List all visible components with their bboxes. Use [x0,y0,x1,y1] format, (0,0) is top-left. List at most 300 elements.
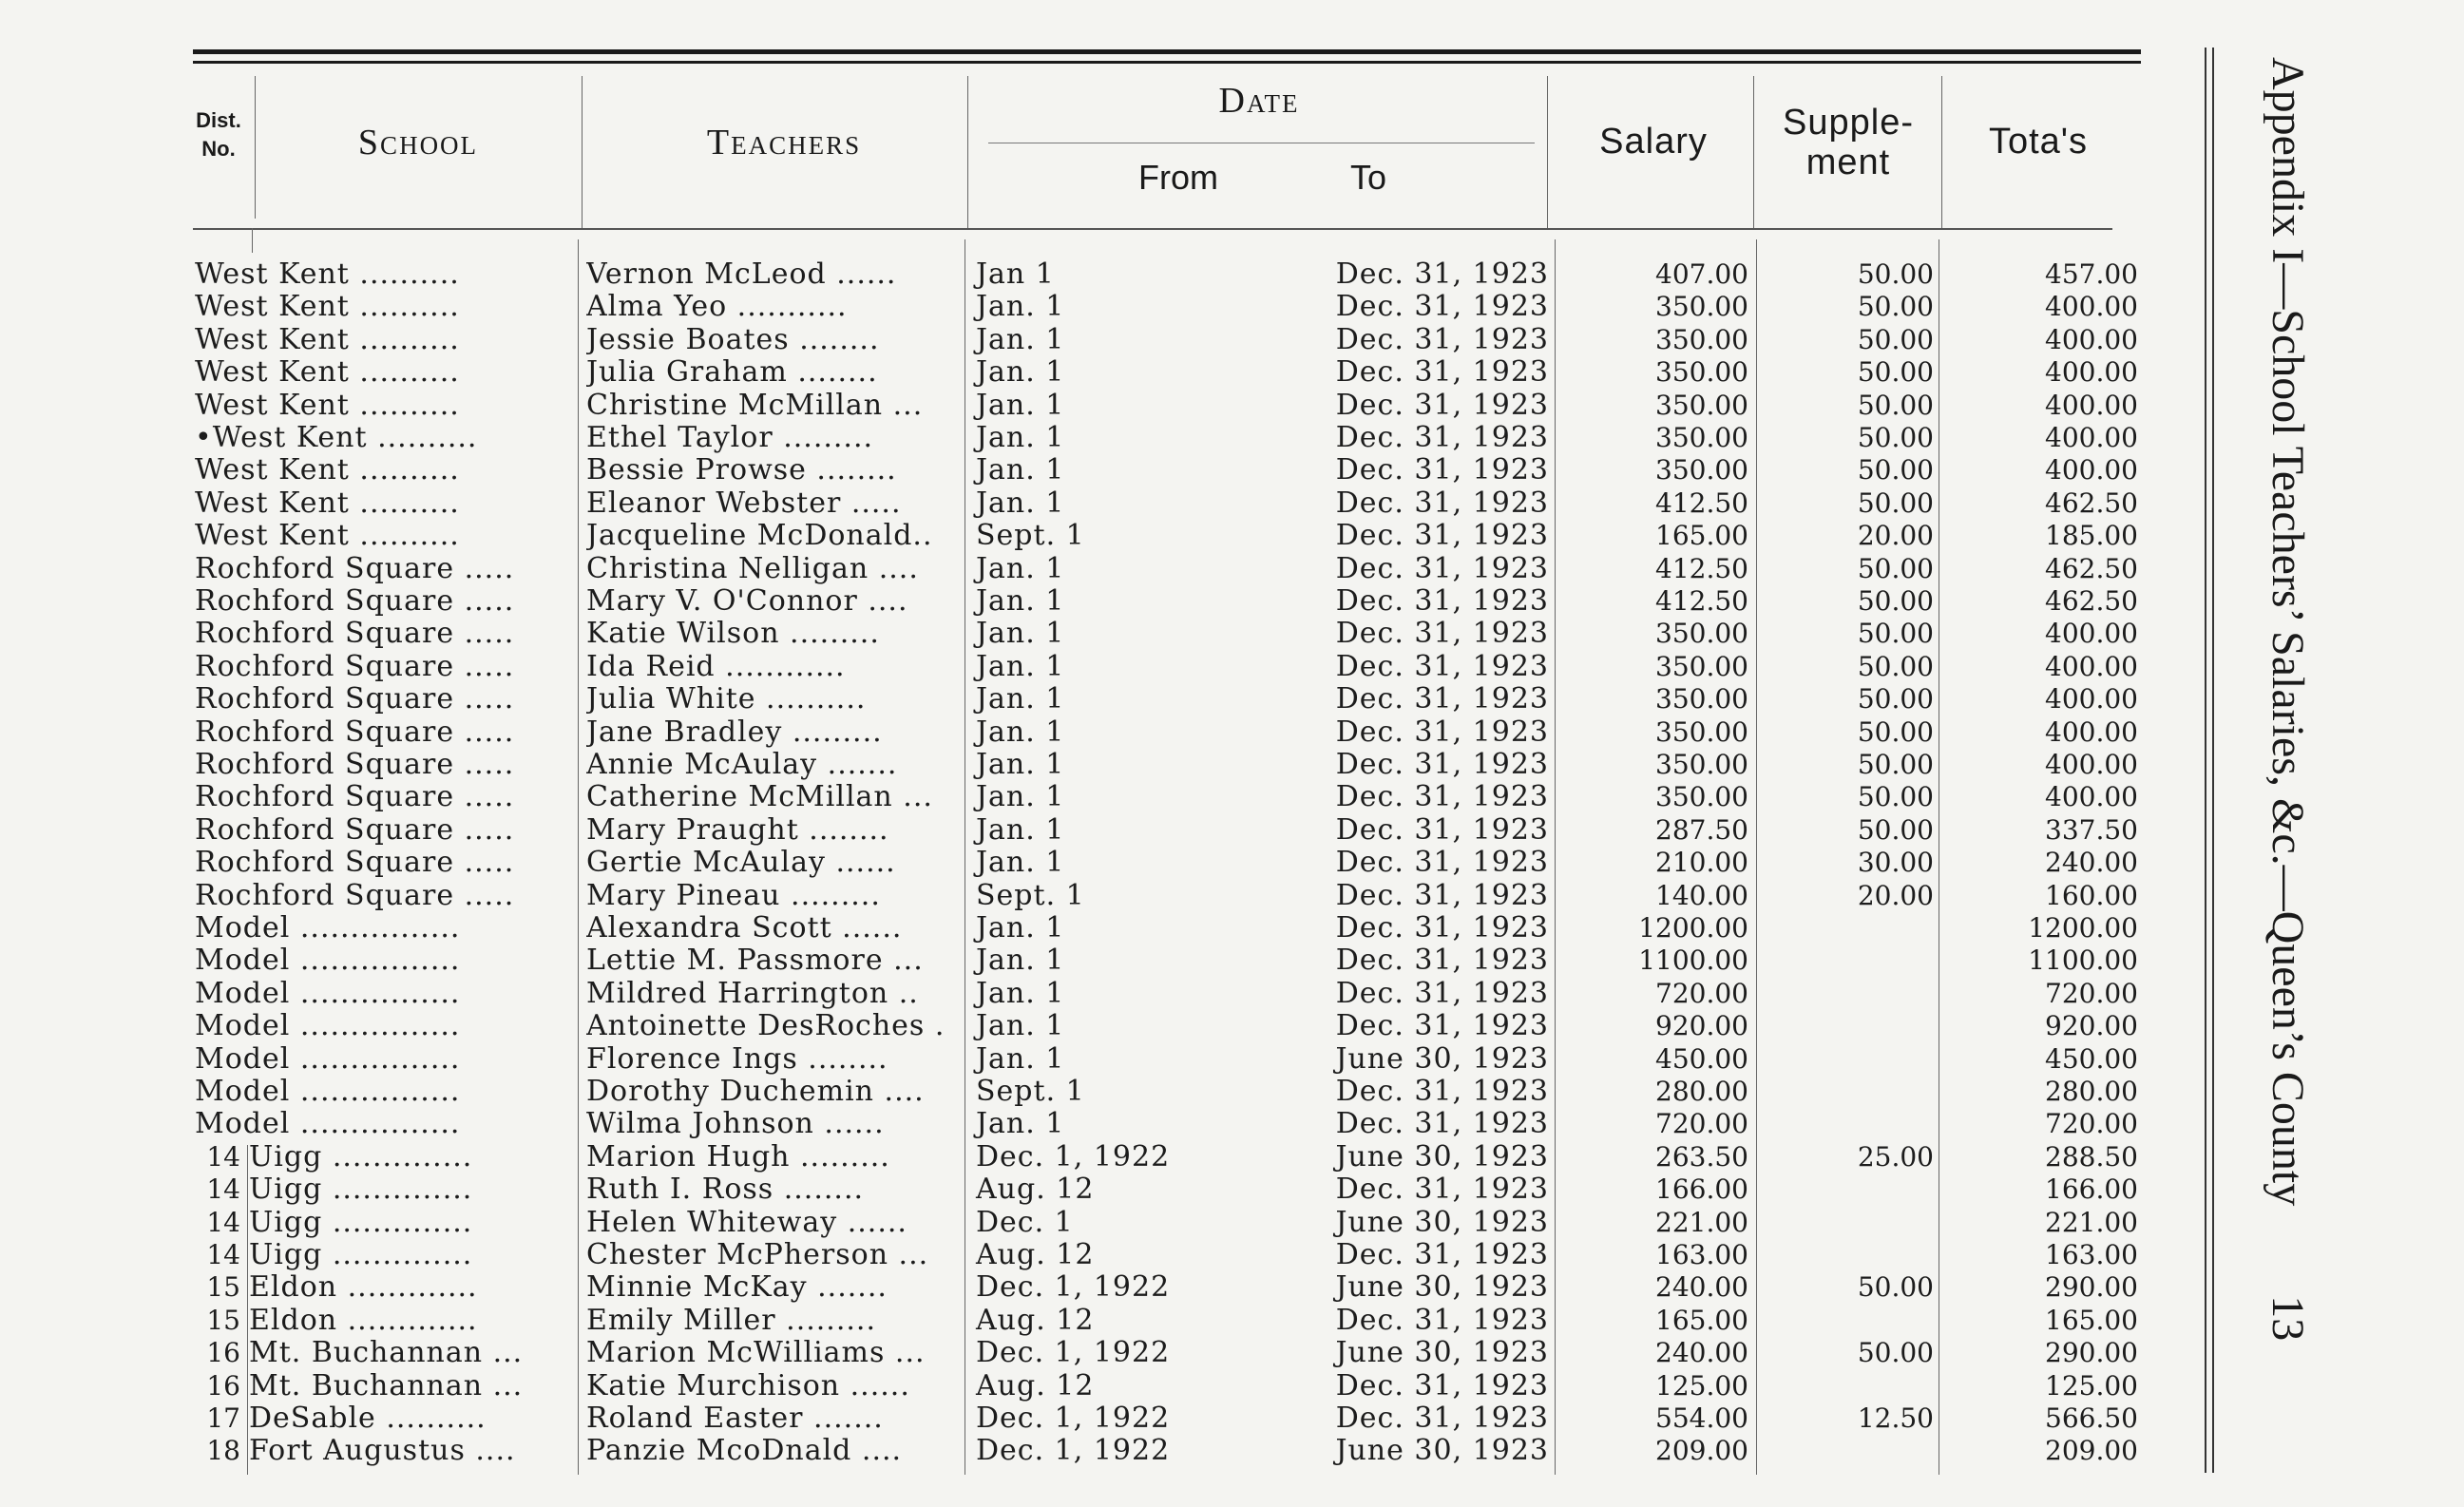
date-to: June 30, 1923 [1335,1205,1549,1239]
header-school: School [357,123,479,162]
salary-amount: 140.00 [1655,879,1748,911]
teacher-name: Gertie McAulay ...... [586,847,896,880]
date-from: Jan. 1 [976,780,1065,814]
salary-amount: 350.00 [1655,422,1748,453]
total-amount: 290.00 [2045,1337,2138,1369]
date-to: Dec. 31, 1923 [1335,453,1549,487]
teacher-name: Julia White .......... [586,683,867,716]
salary-amount: 165.00 [1655,520,1748,552]
date-from: Jan. 1 [976,1107,1065,1141]
total-amount: 209.00 [2045,1435,2138,1467]
teacher-name: Jacqueline McDonald.. [586,520,933,553]
salary-amount: 920.00 [1655,1010,1748,1042]
date-from: Jan. 1 [976,551,1065,585]
salary-amount: 209.00 [1655,1435,1748,1467]
date-to: June 30, 1923 [1335,1336,1549,1370]
body-tick [252,228,253,253]
teacher-name: Christina Nelligan .... [586,552,919,585]
total-amount: 566.50 [2045,1402,2138,1434]
salary-amount: 350.00 [1655,650,1748,682]
table-row [0,487,2157,520]
table-row [0,390,2157,422]
table-row [0,944,2157,977]
date-from: Jan. 1 [976,486,1065,520]
school-name: Eldon ............. [249,1271,478,1305]
date-from: Aug. 12 [976,1173,1095,1207]
school-name: Uigg .............. [249,1239,473,1271]
table-row [0,651,2157,683]
table-row [0,291,2157,323]
dist-number: 14 [206,1140,240,1173]
school-name: West Kent .......... [195,291,460,324]
total-amount: 450.00 [2045,1042,2138,1075]
total-amount: 288.50 [2045,1140,2138,1173]
date-from: Jan. 1 [976,911,1065,944]
teacher-name: Panzie McoDnald .... [586,1435,903,1468]
date-to: Dec. 31, 1923 [1335,1107,1549,1141]
salary-amount: 263.50 [1655,1140,1748,1173]
supplement-amount: 50.00 [1857,1337,1934,1369]
dist-number: 14 [206,1206,240,1238]
salary-amount: 1200.00 [1638,912,1748,944]
date-from: Jan. 1 [976,584,1065,618]
date-to: Dec. 31, 1923 [1335,878,1549,912]
page-margin-rule-2 [2212,48,2214,1473]
supplement-amount: 50.00 [1857,813,1934,846]
teacher-name: Ruth I. Ross ........ [586,1173,865,1207]
date-to: Dec. 31, 1923 [1335,748,1549,781]
salary-amount: 350.00 [1655,781,1748,813]
table-row [0,978,2157,1010]
salary-amount: 350.00 [1655,291,1748,323]
side-title-block [2263,57,2357,1501]
dist-number: 14 [206,1173,240,1206]
supplement-amount: 50.00 [1857,422,1934,453]
salary-amount: 350.00 [1655,454,1748,486]
salary-amount: 554.00 [1655,1402,1748,1434]
date-to: Dec. 31, 1923 [1335,355,1549,390]
supplement-amount: 12.50 [1857,1402,1934,1434]
salary-amount: 280.00 [1655,1076,1748,1107]
date-to: Dec. 31, 1923 [1335,519,1549,553]
total-amount: 720.00 [2045,1108,2138,1140]
salary-amount: 287.50 [1655,813,1748,846]
salary-amount: 350.00 [1655,323,1748,355]
school-name: Rochford Square ..... [195,715,515,749]
date-to: Dec. 31, 1923 [1335,1238,1549,1271]
salary-amount: 350.00 [1655,715,1748,748]
table-row [0,1207,2157,1239]
salary-amount: 166.00 [1655,1173,1748,1206]
teacher-name: Jane Bradley ......... [586,715,883,749]
school-name: Rochford Square ..... [195,813,515,847]
school-name: Rochford Square ..... [195,847,515,880]
school-name: West Kent .......... [195,389,460,422]
header-dist-no [185,106,252,163]
total-amount: 160.00 [2045,879,2138,911]
dist-number: 14 [206,1239,240,1270]
date-to: Dec. 31, 1923 [1335,290,1549,324]
page-margin-rule [2205,48,2206,1473]
date-to: Dec. 31, 1923 [1335,551,1549,585]
date-from: Jan. 1 [976,421,1065,454]
date-from: Jan. 1 [976,322,1065,356]
teacher-name: Marion Hugh ......... [586,1140,890,1173]
salary-amount: 412.50 [1655,585,1748,617]
school-name: West Kent .......... [195,520,460,553]
date-from: Dec. 1, 1922 [976,1434,1171,1468]
header-totals: Tota's [1988,122,2089,162]
table-row [0,1370,2157,1402]
school-name: Rochford Square ..... [195,585,515,618]
header-divider-dist [255,76,256,219]
date-to: June 30, 1923 [1335,1270,1549,1305]
date-from: Aug. 12 [976,1303,1095,1337]
table-row [0,847,2157,879]
total-amount: 290.00 [2045,1271,2138,1304]
salary-amount: 350.00 [1655,749,1748,780]
date-from: Aug. 12 [976,1368,1095,1402]
school-name: West Kent .......... [195,258,460,291]
total-amount: 240.00 [2045,847,2138,879]
teacher-name: Alma Yeo ........... [586,291,848,324]
table-row [0,1435,2157,1467]
table-row [0,1402,2157,1435]
total-amount: 462.50 [2045,585,2138,617]
salary-amount: 125.00 [1655,1369,1748,1402]
teacher-name: Eleanor Webster ..... [586,486,902,520]
school-name: Model ................ [195,912,461,944]
dist-number: 15 [206,1271,240,1304]
date-from: Jan. 1 [976,617,1065,651]
school-name: Rochford Square ..... [195,749,515,781]
school-name: West Kent .......... [195,356,460,390]
teacher-name: Emily Miller ......... [586,1304,876,1337]
school-name: Uigg .............. [249,1173,473,1207]
total-amount: 163.00 [2045,1239,2138,1270]
table-row [0,356,2157,389]
salary-amount: 720.00 [1655,977,1748,1009]
school-name: Mt. Buchannan ... [249,1369,524,1402]
date-from: Jan 1 [976,258,1055,291]
date-to: Dec. 31, 1923 [1335,322,1549,356]
supplement-amount: 50.00 [1857,389,1934,421]
total-amount: 125.00 [2045,1369,2138,1402]
supplement-amount: 50.00 [1857,356,1934,389]
school-name: Eldon ............. [249,1304,478,1337]
teacher-name: Alexandra Scott ...... [586,912,903,944]
school-name: Rochford Square ..... [195,879,515,912]
top-rule-thick [193,49,2141,54]
date-from: Dec. 1 [976,1205,1074,1239]
date-to: June 30, 1923 [1335,1139,1549,1173]
school-name: Rochford Square ..... [195,781,515,814]
dist-number: 16 [206,1337,240,1369]
header-date: Date [1218,81,1300,121]
total-amount: 462.50 [2045,552,2138,584]
header-supplement [1758,103,1939,182]
header-divider-teachers [967,76,968,228]
date-to: Dec. 31, 1923 [1335,649,1549,683]
total-amount: 457.00 [2045,258,2138,290]
teacher-name: Ida Reid ............ [586,650,846,683]
total-amount: 400.00 [2045,683,2138,715]
date-to: Dec. 31, 1923 [1335,715,1549,749]
total-amount: 920.00 [2045,1010,2138,1042]
header-teachers: Teachers [706,123,862,162]
teacher-name: Roland Easter ....... [586,1402,884,1435]
date-to: Dec. 31, 1923 [1335,486,1549,520]
total-amount: 166.00 [2045,1173,2138,1206]
teacher-name: Lettie M. Passmore ... [586,944,924,978]
teacher-name: Bessie Prowse ........ [586,454,897,487]
table-row [0,1239,2157,1271]
total-amount: 400.00 [2045,356,2138,389]
date-from: Dec. 1, 1922 [976,1270,1171,1305]
appendix-title [2262,57,2314,1341]
date-to: Dec. 31, 1923 [1335,1402,1549,1435]
date-to: Dec. 31, 1923 [1335,682,1549,716]
date-from: Jan. 1 [976,812,1065,847]
table-row [0,618,2157,650]
table-row [0,1043,2157,1076]
date-to: Dec. 31, 1923 [1335,1368,1549,1402]
salary-amount: 240.00 [1655,1271,1748,1304]
date-to: Dec. 31, 1923 [1335,911,1549,944]
teacher-name: Antoinette DesRoches . [586,1010,945,1043]
total-amount: 1100.00 [2028,944,2138,977]
date-to: Dec. 31, 1923 [1335,780,1549,814]
total-amount: 400.00 [2045,650,2138,682]
date-to: Dec. 31, 1923 [1335,944,1549,978]
date-to: Dec. 31, 1923 [1335,846,1549,880]
date-from: Jan. 1 [976,748,1065,781]
header-supplement-line1: Supple- [1783,103,1914,143]
total-amount: 400.00 [2045,454,2138,486]
supplement-amount: 50.00 [1857,552,1934,584]
date-from: Dec. 1, 1922 [976,1402,1171,1435]
supplement-amount: 50.00 [1857,618,1934,650]
header-divider-date [1547,76,1548,228]
date-to: Dec. 31, 1923 [1335,1173,1549,1207]
school-name: Model ................ [195,1076,461,1108]
salary-amount: 450.00 [1655,1042,1748,1075]
page-number: 13 [2263,1295,2313,1342]
school-name: Model ................ [195,977,461,1010]
table-row [0,1271,2157,1304]
total-amount: 400.00 [2045,323,2138,355]
teacher-name: Chester McPherson ... [586,1239,929,1271]
salary-amount: 350.00 [1655,356,1748,389]
teacher-name: Katie Murchison ...... [586,1369,910,1402]
supplement-amount: 50.00 [1857,781,1934,813]
date-from: Jan. 1 [976,290,1065,324]
total-amount: 280.00 [2045,1076,2138,1107]
teacher-name: Mary V. O'Connor .... [586,585,908,618]
salary-amount: 163.00 [1655,1239,1748,1270]
dist-number: 16 [206,1369,240,1402]
dist-number: 18 [206,1435,240,1467]
date-to: June 30, 1923 [1335,1041,1549,1076]
total-amount: 400.00 [2045,715,2138,748]
header-from: From [1138,158,1218,197]
table-row [0,683,2157,715]
total-amount: 400.00 [2045,389,2138,421]
teacher-name: Mildred Harrington .. [586,977,919,1010]
date-from: Jan. 1 [976,388,1065,422]
header-divider-school [582,76,583,228]
date-from: Jan. 1 [976,649,1065,683]
teacher-name: Annie McAulay ....... [586,749,898,781]
supplement-amount: 50.00 [1857,1271,1934,1304]
supplement-amount: 50.00 [1857,715,1934,748]
total-amount: 400.00 [2045,749,2138,780]
table-row [0,716,2157,749]
school-name: Uigg .............. [249,1206,473,1239]
table-row [0,1108,2157,1140]
supplement-amount: 30.00 [1857,847,1934,879]
date-from: Sept. 1 [976,878,1085,912]
teacher-name: Florence Ings ........ [586,1042,888,1076]
teacher-name: Ethel Taylor ......... [586,422,874,454]
table-row [0,1010,2157,1042]
school-name: •West Kent .......... [195,422,478,454]
header-divider-salary [1753,76,1754,228]
supplement-amount: 50.00 [1857,323,1934,355]
date-from: Dec. 1, 1922 [976,1139,1171,1173]
school-name: DeSable .......... [249,1402,487,1435]
date-from: Sept. 1 [976,519,1085,553]
date-from: Jan. 1 [976,846,1065,880]
school-name: Fort Augustus .... [249,1435,516,1468]
school-name: Model ................ [195,1042,461,1076]
supplement-amount: 20.00 [1857,520,1934,552]
salary-amount: 1100.00 [1638,944,1748,977]
header-salary: Salary [1599,122,1708,162]
date-from: Jan. 1 [976,976,1065,1010]
date-to: Dec. 31, 1923 [1335,584,1549,618]
table-row [0,1141,2157,1173]
salary-amount: 407.00 [1655,258,1748,290]
total-amount: 185.00 [2045,520,2138,552]
teacher-name: Mary Pineau ......... [586,879,881,912]
date-from: Dec. 1, 1922 [976,1336,1171,1370]
table-row [0,749,2157,781]
table-row [0,454,2157,486]
table-row [0,880,2157,912]
table-row [0,422,2157,454]
teacher-name: Mary Praught ........ [586,813,889,847]
date-to: June 30, 1923 [1335,1434,1549,1468]
date-to: Dec. 31, 1923 [1335,976,1549,1010]
table-row [0,781,2157,813]
table-row [0,1076,2157,1108]
school-name: Rochford Square ..... [195,683,515,716]
total-amount: 720.00 [2045,977,2138,1009]
salary-amount: 165.00 [1655,1304,1748,1336]
header-dist-line1: Dist. [196,108,241,132]
school-name: Rochford Square ..... [195,618,515,651]
salary-amount: 350.00 [1655,389,1748,421]
school-name: Model ................ [195,1108,461,1141]
supplement-amount: 50.00 [1857,585,1934,617]
salary-amount: 240.00 [1655,1337,1748,1369]
date-from: Jan. 1 [976,944,1065,978]
school-name: Model ................ [195,1010,461,1043]
total-amount: 337.50 [2045,813,2138,846]
supplement-amount: 25.00 [1857,1140,1934,1173]
table-row [0,585,2157,618]
header-rule [193,228,2112,230]
table-row [0,324,2157,356]
table-row [0,553,2157,585]
teacher-name: Catherine McMillan ... [586,781,933,814]
date-from: Jan. 1 [976,1041,1065,1076]
school-name: West Kent .......... [195,323,460,356]
total-amount: 221.00 [2045,1206,2138,1238]
date-to: Dec. 31, 1923 [1335,617,1549,651]
teacher-name: Katie Wilson ......... [586,618,880,651]
table-row [0,1173,2157,1206]
header-dist-line2: No. [201,137,236,161]
salary-amount: 350.00 [1655,683,1748,715]
teacher-name: Helen Whiteway ...... [586,1206,907,1239]
teacher-name: Jessie Boates ........ [586,323,880,356]
total-amount: 400.00 [2045,618,2138,650]
school-name: West Kent .......... [195,454,460,487]
header-divider-supplement [1941,76,1942,228]
date-from: Jan. 1 [976,453,1065,487]
supplement-amount: 50.00 [1857,683,1934,715]
date-to: Dec. 31, 1923 [1335,1009,1549,1043]
table-row [0,912,2157,944]
school-name: Model ................ [195,944,461,978]
date-from: Jan. 1 [976,715,1065,749]
appendix-title-text: Appendix I—School Teachers’ Salaries, &c.—Queen’s County [2263,57,2313,1207]
table-row [0,520,2157,552]
salary-amount: 412.50 [1655,486,1748,519]
date-to: Dec. 31, 1923 [1335,1075,1549,1108]
date-from: Jan. 1 [976,682,1065,716]
dist-number: 17 [206,1402,240,1434]
school-name: West Kent .......... [195,486,460,520]
supplement-amount: 50.00 [1857,258,1934,290]
dist-number: 15 [206,1304,240,1336]
header-to: To [1349,158,1387,197]
school-name: Uigg .............. [249,1140,473,1173]
date-to: Dec. 31, 1923 [1335,1303,1549,1337]
total-amount: 400.00 [2045,781,2138,813]
table-row [0,1305,2157,1337]
total-amount: 400.00 [2045,291,2138,323]
date-to: Dec. 31, 1923 [1335,388,1549,422]
supplement-amount: 50.00 [1857,291,1934,323]
table-row [0,258,2157,291]
date-from: Jan. 1 [976,1009,1065,1043]
supplement-amount: 50.00 [1857,454,1934,486]
school-name: Mt. Buchannan ... [249,1337,524,1370]
teacher-name: Wilma Johnson ...... [586,1108,885,1141]
date-from: Jan. 1 [976,355,1065,390]
date-from: Sept. 1 [976,1075,1085,1108]
salary-amount: 412.50 [1655,552,1748,584]
teacher-name: Minnie McKay ....... [586,1271,888,1305]
top-rule-thin [193,61,2141,64]
salary-amount: 350.00 [1655,618,1748,650]
school-name: Rochford Square ..... [195,552,515,585]
salary-amount: 720.00 [1655,1108,1748,1140]
salary-amount: 210.00 [1655,847,1748,879]
